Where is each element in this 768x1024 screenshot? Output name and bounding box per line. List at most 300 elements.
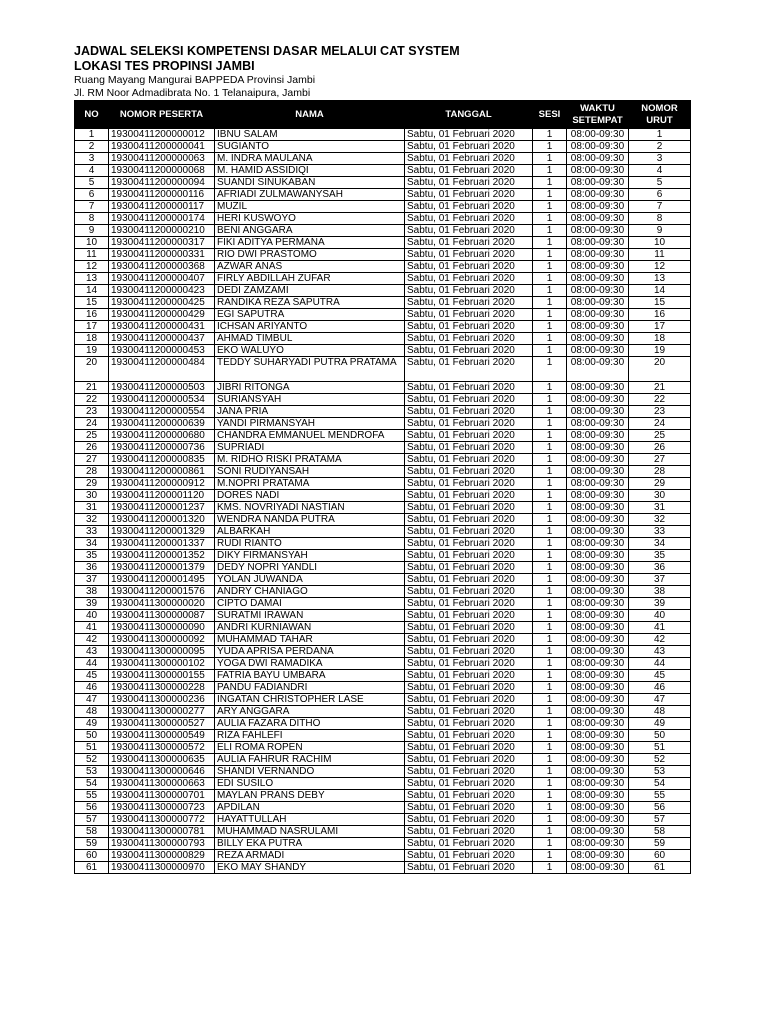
cell-tanggal: Sabtu, 01 Februari 2020 [405,285,533,297]
table-row [75,562,691,574]
cell-no: 21 [75,382,109,394]
cell-nomor-urut: 59 [629,838,691,850]
cell-nomor-urut: 34 [629,538,691,550]
cell-nama: MUHAMMAD TAHAR [215,634,405,646]
table-row [75,321,691,333]
table-row [75,622,691,634]
cell-no: 23 [75,406,109,418]
cell-sesi: 1 [533,730,567,742]
table-row [75,333,691,345]
cell-no: 37 [75,574,109,586]
cell-no: 38 [75,586,109,598]
cell-waktu: 08:00-09:30 [567,189,629,201]
cell-nomor-peserta: 19300411300000527 [109,718,215,730]
cell-nomor-urut: 47 [629,694,691,706]
cell-no: 59 [75,838,109,850]
cell-no: 48 [75,706,109,718]
table-row [75,177,691,189]
cell-nomor-peserta: 19300411200000680 [109,430,215,442]
cell-sesi: 1 [533,670,567,682]
cell-nomor-urut: 51 [629,742,691,754]
cell-nama: YUDA APRISA PERDANA [215,646,405,658]
cell-tanggal: Sabtu, 01 Februari 2020 [405,177,533,189]
cell-nama: SURATMI IRAWAN [215,610,405,622]
cell-nomor-peserta: 19300411300000572 [109,742,215,754]
cell-tanggal: Sabtu, 01 Februari 2020 [405,562,533,574]
cell-sesi: 1 [533,718,567,730]
cell-tanggal: Sabtu, 01 Februari 2020 [405,574,533,586]
cell-sesi: 1 [533,357,567,382]
cell-nama: BILLY EKA PUTRA [215,838,405,850]
cell-no: 1 [75,129,109,141]
cell-nomor-peserta: 19300411200000503 [109,382,215,394]
cell-nomor-peserta: 19300411200000429 [109,309,215,321]
cell-nama: MAYLAN PRANS DEBY [215,790,405,802]
cell-no: 28 [75,466,109,478]
cell-nomor-peserta: 19300411200001120 [109,490,215,502]
cell-sesi: 1 [533,586,567,598]
cell-nomor-peserta: 19300411200000912 [109,478,215,490]
cell-nama: YOGA DWI RAMADIKA [215,658,405,670]
cell-no: 3 [75,153,109,165]
cell-no: 29 [75,478,109,490]
cell-waktu: 08:00-09:30 [567,285,629,297]
cell-nomor-peserta: 19300411200000431 [109,321,215,333]
cell-no: 10 [75,237,109,249]
cell-waktu: 08:00-09:30 [567,718,629,730]
cell-waktu: 08:00-09:30 [567,730,629,742]
cell-nama: CHANDRA EMMANUEL MENDROFA [215,430,405,442]
cell-nama: HERI KUSWOYO [215,213,405,225]
cell-waktu: 08:00-09:30 [567,610,629,622]
cell-no: 17 [75,321,109,333]
cell-nomor-urut: 56 [629,802,691,814]
cell-nomor-urut: 24 [629,418,691,430]
table-row [75,514,691,526]
cell-waktu: 08:00-09:30 [567,394,629,406]
table-row [75,694,691,706]
cell-nama: M.NOPRI PRATAMA [215,478,405,490]
cell-tanggal: Sabtu, 01 Februari 2020 [405,382,533,394]
col-header-sesi: SESI [533,101,567,129]
table-row [75,345,691,357]
cell-waktu: 08:00-09:30 [567,273,629,285]
cell-waktu: 08:00-09:30 [567,850,629,862]
cell-nomor-urut: 38 [629,586,691,598]
cell-nama: SURIANSYAH [215,394,405,406]
cell-waktu: 08:00-09:30 [567,201,629,213]
cell-tanggal: Sabtu, 01 Februari 2020 [405,598,533,610]
cell-nomor-peserta: 19300411300000663 [109,778,215,790]
cell-nomor-urut: 1 [629,129,691,141]
cell-sesi: 1 [533,754,567,766]
cell-tanggal: Sabtu, 01 Februari 2020 [405,658,533,670]
cell-nomor-peserta: 19300411300000549 [109,730,215,742]
table-row [75,382,691,394]
table-row [75,778,691,790]
cell-nomor-urut: 61 [629,862,691,874]
cell-nomor-urut: 46 [629,682,691,694]
cell-sesi: 1 [533,177,567,189]
cell-nama: FIRLY ABDILLAH ZUFAR [215,273,405,285]
table-row [75,826,691,838]
cell-sesi: 1 [533,297,567,309]
cell-nomor-urut: 27 [629,454,691,466]
table-row [75,658,691,670]
cell-nama: YANDI PIRMANSYAH [215,418,405,430]
cell-nomor-peserta: 19300411200001576 [109,586,215,598]
table-row [75,550,691,562]
cell-waktu: 08:00-09:30 [567,129,629,141]
table-row [75,430,691,442]
cell-nama: YOLAN JUWANDA [215,574,405,586]
cell-tanggal: Sabtu, 01 Februari 2020 [405,502,533,514]
cell-sesi: 1 [533,309,567,321]
table-row [75,802,691,814]
cell-nomor-urut: 33 [629,526,691,538]
cell-sesi: 1 [533,598,567,610]
cell-nama: IBNU SALAM [215,129,405,141]
cell-nomor-urut: 10 [629,237,691,249]
cell-nama: SHANDI VERNANDO [215,766,405,778]
cell-sesi: 1 [533,321,567,333]
cell-no: 56 [75,802,109,814]
cell-tanggal: Sabtu, 01 Februari 2020 [405,129,533,141]
cell-sesi: 1 [533,862,567,874]
table-row [75,850,691,862]
cell-no: 34 [75,538,109,550]
cell-nomor-urut: 31 [629,502,691,514]
cell-nomor-peserta: 19300411200001237 [109,502,215,514]
cell-waktu: 08:00-09:30 [567,658,629,670]
cell-waktu: 08:00-09:30 [567,490,629,502]
cell-nomor-peserta: 19300411300000092 [109,634,215,646]
cell-tanggal: Sabtu, 01 Februari 2020 [405,213,533,225]
cell-sesi: 1 [533,333,567,345]
cell-tanggal: Sabtu, 01 Februari 2020 [405,478,533,490]
cell-nomor-peserta: 19300411300000793 [109,838,215,850]
cell-no: 53 [75,766,109,778]
cell-nomor-peserta: 19300411300000090 [109,622,215,634]
cell-waktu: 08:00-09:30 [567,321,629,333]
cell-sesi: 1 [533,261,567,273]
cell-waktu: 08:00-09:30 [567,550,629,562]
cell-nomor-urut: 32 [629,514,691,526]
cell-no: 40 [75,610,109,622]
cell-waktu: 08:00-09:30 [567,538,629,550]
cell-sesi: 1 [533,466,567,478]
cell-tanggal: Sabtu, 01 Februari 2020 [405,237,533,249]
cell-waktu: 08:00-09:30 [567,237,629,249]
cell-no: 18 [75,333,109,345]
cell-no: 39 [75,598,109,610]
cell-nomor-urut: 7 [629,201,691,213]
cell-no: 47 [75,694,109,706]
cell-nomor-urut: 37 [629,574,691,586]
cell-nama: AFRIADI ZULMAWANYSAH [215,189,405,201]
cell-nama: FATRIA BAYU UMBARA [215,670,405,682]
location-title: LOKASI TES PROPINSI JAMBI [74,59,255,73]
table-row [75,285,691,297]
cell-nomor-urut: 5 [629,177,691,189]
cell-no: 61 [75,862,109,874]
cell-tanggal: Sabtu, 01 Februari 2020 [405,766,533,778]
cell-sesi: 1 [533,550,567,562]
table-row [75,754,691,766]
cell-nomor-peserta: 19300411200001329 [109,526,215,538]
cell-waktu: 08:00-09:30 [567,694,629,706]
cell-no: 22 [75,394,109,406]
cell-nama: SONI RUDIYANSAH [215,466,405,478]
cell-sesi: 1 [533,141,567,153]
cell-nomor-peserta: 19300411300000772 [109,814,215,826]
cell-sesi: 1 [533,634,567,646]
cell-nomor-peserta: 19300411200001337 [109,538,215,550]
table-row [75,646,691,658]
cell-nomor-urut: 11 [629,249,691,261]
cell-tanggal: Sabtu, 01 Februari 2020 [405,490,533,502]
cell-nomor-peserta: 19300411300000277 [109,706,215,718]
cell-nama: RIO DWI PRASTOMO [215,249,405,261]
col-header-waktu-line2: SETEMPAT [572,114,623,126]
cell-sesi: 1 [533,382,567,394]
cell-nomor-peserta: 19300411300000228 [109,682,215,694]
cell-no: 16 [75,309,109,321]
cell-tanggal: Sabtu, 01 Februari 2020 [405,345,533,357]
cell-no: 30 [75,490,109,502]
cell-waktu: 08:00-09:30 [567,466,629,478]
cell-nama: EGI SAPUTRA [215,309,405,321]
cell-tanggal: Sabtu, 01 Februari 2020 [405,586,533,598]
table-row [75,466,691,478]
cell-nomor-urut: 21 [629,382,691,394]
cell-sesi: 1 [533,790,567,802]
cell-nama: JIBRI RITONGA [215,382,405,394]
cell-sesi: 1 [533,826,567,838]
cell-tanggal: Sabtu, 01 Februari 2020 [405,634,533,646]
cell-waktu: 08:00-09:30 [567,177,629,189]
cell-no: 5 [75,177,109,189]
cell-nomor-peserta: 19300411200000117 [109,201,215,213]
table-row [75,189,691,201]
table-row [75,357,691,382]
address-text: Jl. RM Noor Admadibrata No. 1 Telanaipura, Jambi [74,86,311,99]
cell-sesi: 1 [533,514,567,526]
cell-nama: DEDI ZAMZAMI [215,285,405,297]
cell-sesi: 1 [533,814,567,826]
cell-no: 51 [75,742,109,754]
cell-nama: RUDI RIANTO [215,538,405,550]
cell-tanggal: Sabtu, 01 Februari 2020 [405,850,533,862]
cell-tanggal: Sabtu, 01 Februari 2020 [405,718,533,730]
cell-waktu: 08:00-09:30 [567,514,629,526]
cell-nomor-urut: 14 [629,285,691,297]
cell-nomor-urut: 23 [629,406,691,418]
cell-sesi: 1 [533,129,567,141]
cell-nomor-peserta: 19300411300000723 [109,802,215,814]
document-page [74,44,690,874]
cell-nama: SUPRIADI [215,442,405,454]
cell-nama: EKO MAY SHANDY [215,862,405,874]
cell-tanggal: Sabtu, 01 Februari 2020 [405,394,533,406]
cell-nomor-urut: 20 [629,357,691,382]
cell-waktu: 08:00-09:30 [567,574,629,586]
cell-tanggal: Sabtu, 01 Februari 2020 [405,261,533,273]
cell-sesi: 1 [533,189,567,201]
cell-no: 44 [75,658,109,670]
cell-tanggal: Sabtu, 01 Februari 2020 [405,249,533,261]
cell-sesi: 1 [533,694,567,706]
cell-nomor-peserta: 19300411300000701 [109,790,215,802]
cell-no: 15 [75,297,109,309]
table-row [75,766,691,778]
cell-no: 52 [75,754,109,766]
cell-nama: BENI ANGGARA [215,225,405,237]
cell-sesi: 1 [533,394,567,406]
cell-sesi: 1 [533,237,567,249]
cell-nama: HAYATTULLAH [215,814,405,826]
cell-nomor-peserta: 19300411200000423 [109,285,215,297]
cell-nomor-urut: 12 [629,261,691,273]
cell-nomor-urut: 13 [629,273,691,285]
cell-sesi: 1 [533,418,567,430]
cell-sesi: 1 [533,225,567,237]
cell-no: 58 [75,826,109,838]
cell-nama: KMS. NOVRIYADI NASTIAN [215,502,405,514]
cell-nomor-urut: 6 [629,189,691,201]
cell-nomor-peserta: 19300411200000116 [109,189,215,201]
cell-nama: M. INDRA MAULANA [215,153,405,165]
cell-waktu: 08:00-09:30 [567,213,629,225]
table-row [75,454,691,466]
cell-nomor-urut: 35 [629,550,691,562]
cell-nama: AHMAD TIMBUL [215,333,405,345]
cell-tanggal: Sabtu, 01 Februari 2020 [405,141,533,153]
cell-nomor-peserta: 19300411200000210 [109,225,215,237]
cell-no: 7 [75,201,109,213]
table-row [75,682,691,694]
cell-nomor-peserta: 19300411300000102 [109,658,215,670]
cell-nomor-urut: 2 [629,141,691,153]
table-row [75,165,691,177]
document-title: JADWAL SELEKSI KOMPETENSI DASAR MELALUI CAT SYSTEM [74,44,460,58]
cell-nama: JANA PRIA [215,406,405,418]
cell-sesi: 1 [533,454,567,466]
cell-sesi: 1 [533,778,567,790]
cell-nama: INGATAN CHRISTOPHER LASE [215,694,405,706]
cell-nomor-peserta: 19300411200000534 [109,394,215,406]
cell-nama: DORES NADI [215,490,405,502]
cell-nomor-peserta: 19300411200000068 [109,165,215,177]
cell-sesi: 1 [533,165,567,177]
cell-nomor-urut: 15 [629,297,691,309]
cell-waktu: 08:00-09:30 [567,141,629,153]
table-row [75,237,691,249]
cell-no: 19 [75,345,109,357]
cell-sesi: 1 [533,213,567,225]
cell-waktu: 08:00-09:30 [567,862,629,874]
cell-nomor-peserta: 19300411200000063 [109,153,215,165]
cell-nomor-peserta: 19300411200000368 [109,261,215,273]
cell-tanggal: Sabtu, 01 Februari 2020 [405,309,533,321]
cell-waktu: 08:00-09:30 [567,598,629,610]
cell-tanggal: Sabtu, 01 Februari 2020 [405,466,533,478]
cell-tanggal: Sabtu, 01 Februari 2020 [405,430,533,442]
cell-nomor-peserta: 19300411200000174 [109,213,215,225]
cell-waktu: 08:00-09:30 [567,418,629,430]
cell-nama: CIPTO DAMAI [215,598,405,610]
cell-sesi: 1 [533,658,567,670]
cell-waktu: 08:00-09:30 [567,297,629,309]
cell-waktu: 08:00-09:30 [567,754,629,766]
col-header-tanggal: TANGGAL [405,101,533,129]
cell-waktu: 08:00-09:30 [567,706,629,718]
cell-nama: AULIA FAZARA DITHO [215,718,405,730]
cell-no: 11 [75,249,109,261]
cell-tanggal: Sabtu, 01 Februari 2020 [405,622,533,634]
cell-nomor-urut: 17 [629,321,691,333]
col-header-urut-line1: NOMOR [641,102,678,114]
cell-sesi: 1 [533,706,567,718]
cell-no: 55 [75,790,109,802]
cell-tanggal: Sabtu, 01 Februari 2020 [405,454,533,466]
cell-no: 20 [75,357,109,382]
col-header-nama: NAMA [215,101,405,129]
cell-nomor-peserta: 19300411200000484 [109,357,215,382]
cell-nama: FIKI ADITYA PERMANA [215,237,405,249]
cell-no: 24 [75,418,109,430]
cell-nomor-urut: 44 [629,658,691,670]
cell-nomor-urut: 60 [629,850,691,862]
cell-nomor-peserta: 19300411200000041 [109,141,215,153]
cell-nama: DIKY FIRMANSYAH [215,550,405,562]
cell-nama: MUZIL [215,201,405,213]
table-row [75,309,691,321]
cell-sesi: 1 [533,766,567,778]
cell-tanggal: Sabtu, 01 Februari 2020 [405,694,533,706]
table-row [75,141,691,153]
col-header-waktu [567,101,629,129]
cell-no: 60 [75,850,109,862]
cell-sesi: 1 [533,742,567,754]
table-row [75,718,691,730]
cell-waktu: 08:00-09:30 [567,345,629,357]
table-row [75,442,691,454]
cell-waktu: 08:00-09:30 [567,742,629,754]
cell-nomor-urut: 4 [629,165,691,177]
cell-nomor-peserta: 19300411300000095 [109,646,215,658]
cell-waktu: 08:00-09:30 [567,622,629,634]
cell-nomor-peserta: 19300411300000829 [109,850,215,862]
cell-waktu: 08:00-09:30 [567,442,629,454]
table-row [75,406,691,418]
cell-sesi: 1 [533,850,567,862]
cell-nomor-peserta: 19300411300000155 [109,670,215,682]
cell-waktu: 08:00-09:30 [567,826,629,838]
cell-waktu: 08:00-09:30 [567,454,629,466]
cell-tanggal: Sabtu, 01 Februari 2020 [405,706,533,718]
cell-sesi: 1 [533,622,567,634]
cell-nama: APDILAN [215,802,405,814]
cell-waktu: 08:00-09:30 [567,249,629,261]
cell-nomor-urut: 52 [629,754,691,766]
cell-tanggal: Sabtu, 01 Februari 2020 [405,814,533,826]
cell-no: 45 [75,670,109,682]
cell-nomor-peserta: 19300411300000087 [109,610,215,622]
cell-nomor-peserta: 19300411200000453 [109,345,215,357]
cell-nomor-peserta: 19300411200001495 [109,574,215,586]
cell-nomor-peserta: 19300411300000781 [109,826,215,838]
